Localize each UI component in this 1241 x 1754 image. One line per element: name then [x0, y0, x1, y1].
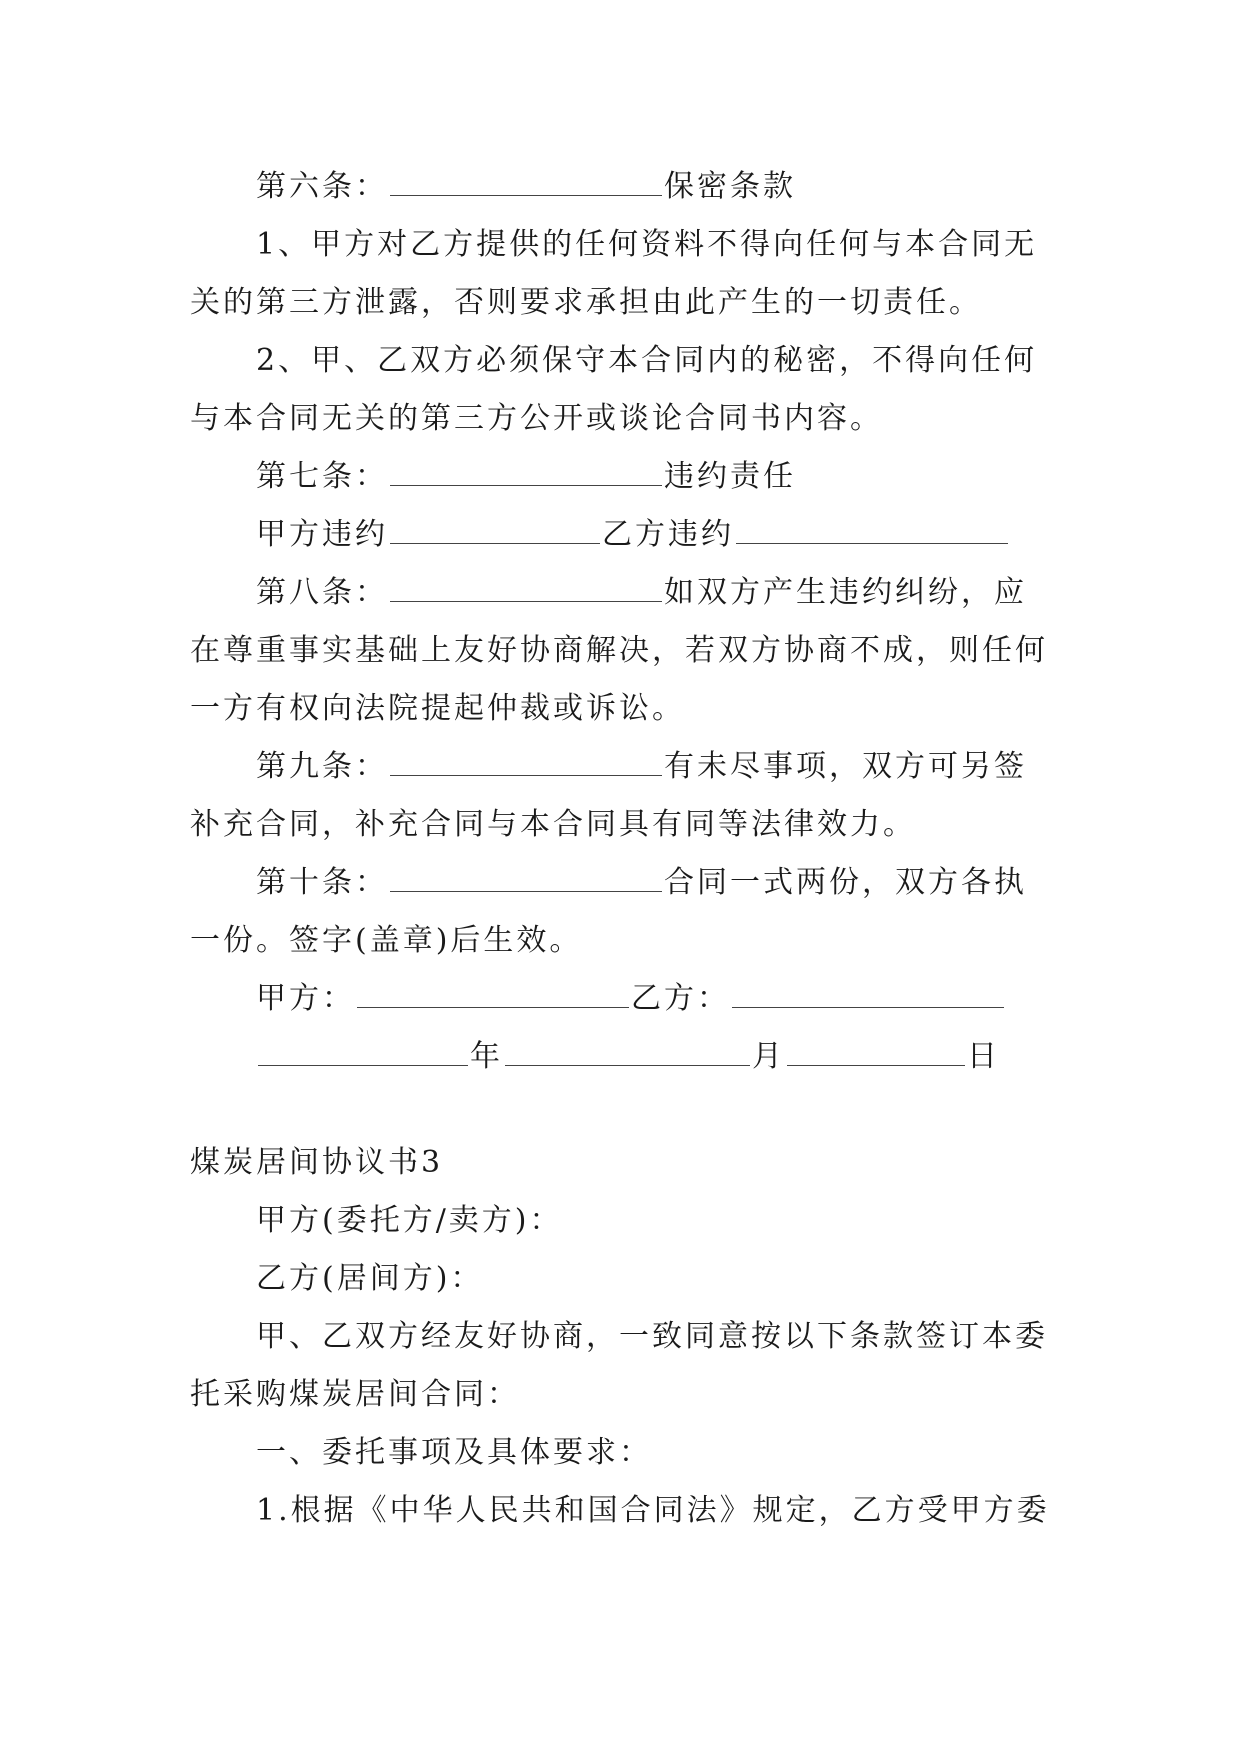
section-3-party-b: 乙方(居间方)：	[256, 1261, 484, 1296]
section-3-intro-cont: 托采购煤炭居间合同：	[190, 1377, 520, 1412]
party-a-sign-blank	[357, 1006, 629, 1008]
article-7-blank	[390, 484, 662, 486]
day-label: 日	[967, 1039, 1000, 1074]
article-10-line-2: 一份。签字(盖章)后生效。	[190, 923, 583, 958]
party-b-sign-blank	[732, 1006, 1004, 1008]
article-9-text: 有未尽事项，双方可另签	[664, 749, 1027, 784]
article-9-line-2: 补充合同，补充合同与本合同具有同等法律效力。	[190, 807, 916, 842]
article-10-text: 合同一式两份，双方各执	[664, 865, 1027, 900]
article-8-blank	[390, 600, 662, 602]
article-10-number: 第十条：	[256, 865, 388, 900]
section-gap	[190, 1086, 1060, 1134]
article-8-heading	[190, 564, 1060, 622]
month-label: 月	[752, 1039, 785, 1074]
year-label: 年	[470, 1039, 503, 1074]
party-a-breach-blank	[390, 542, 600, 544]
breach-line	[190, 506, 1060, 564]
year-blank	[258, 1064, 468, 1066]
article-6-clause-1: 1、甲方对乙方提供的任何资料不得向任何与本合同无	[256, 227, 1038, 262]
article-6-heading	[190, 158, 1060, 216]
party-a-breach-label: 甲方违约	[256, 517, 388, 552]
section-3-intro: 甲、乙双方经友好协商，一致同意按以下条款签订本委	[256, 1319, 1048, 1354]
article-8-line-2: 在尊重事实基础上友好协商解决，若双方协商不成，则任何	[190, 633, 1048, 668]
party-a-sign-label: 甲方：	[256, 981, 355, 1016]
article-6-clause-2: 2、甲、乙双方必须保守本合同内的秘密，不得向任何	[256, 343, 1038, 378]
article-6-clause-2-cont: 与本合同无关的第三方公开或谈论合同书内容。	[190, 401, 883, 436]
article-7-heading	[190, 448, 1060, 506]
day-blank	[787, 1064, 965, 1066]
article-7-title: 违约责任	[664, 459, 796, 494]
article-6-title: 保密条款	[664, 169, 796, 204]
month-blank	[505, 1064, 750, 1066]
article-6-clause-1-cont: 关的第三方泄露，否则要求承担由此产生的一切责任。	[190, 285, 982, 320]
date-line	[190, 1028, 1060, 1086]
party-b-breach-label: 乙方违约	[602, 517, 734, 552]
article-7-number: 第七条：	[256, 459, 388, 494]
article-6-blank	[390, 194, 662, 196]
article-8-line-3: 一方有权向法院提起仲裁或诉讼。	[190, 691, 685, 726]
signature-line	[190, 970, 1060, 1028]
article-8-text: 如双方产生违约纠纷，应	[664, 575, 1027, 610]
article-10-heading	[190, 854, 1060, 912]
section-3-title: 煤炭居间协议书3	[190, 1145, 444, 1180]
article-9-number: 第九条：	[256, 749, 388, 784]
section-3-item-1: 一、委托事项及具体要求：	[256, 1435, 652, 1470]
article-10-blank	[390, 890, 662, 892]
article-9-blank	[390, 774, 662, 776]
party-b-breach-blank	[736, 542, 1008, 544]
article-8-number: 第八条：	[256, 575, 388, 610]
article-9-heading	[190, 738, 1060, 796]
article-6-number: 第六条：	[256, 169, 388, 204]
party-b-sign-label: 乙方：	[631, 981, 730, 1016]
section-3-party-a: 甲方(委托方/卖方)：	[256, 1203, 563, 1238]
section-3-item-1-1: 1.根据《中华人民共和国合同法》规定，乙方受甲方委	[256, 1493, 1050, 1528]
document-page	[190, 158, 1060, 1540]
